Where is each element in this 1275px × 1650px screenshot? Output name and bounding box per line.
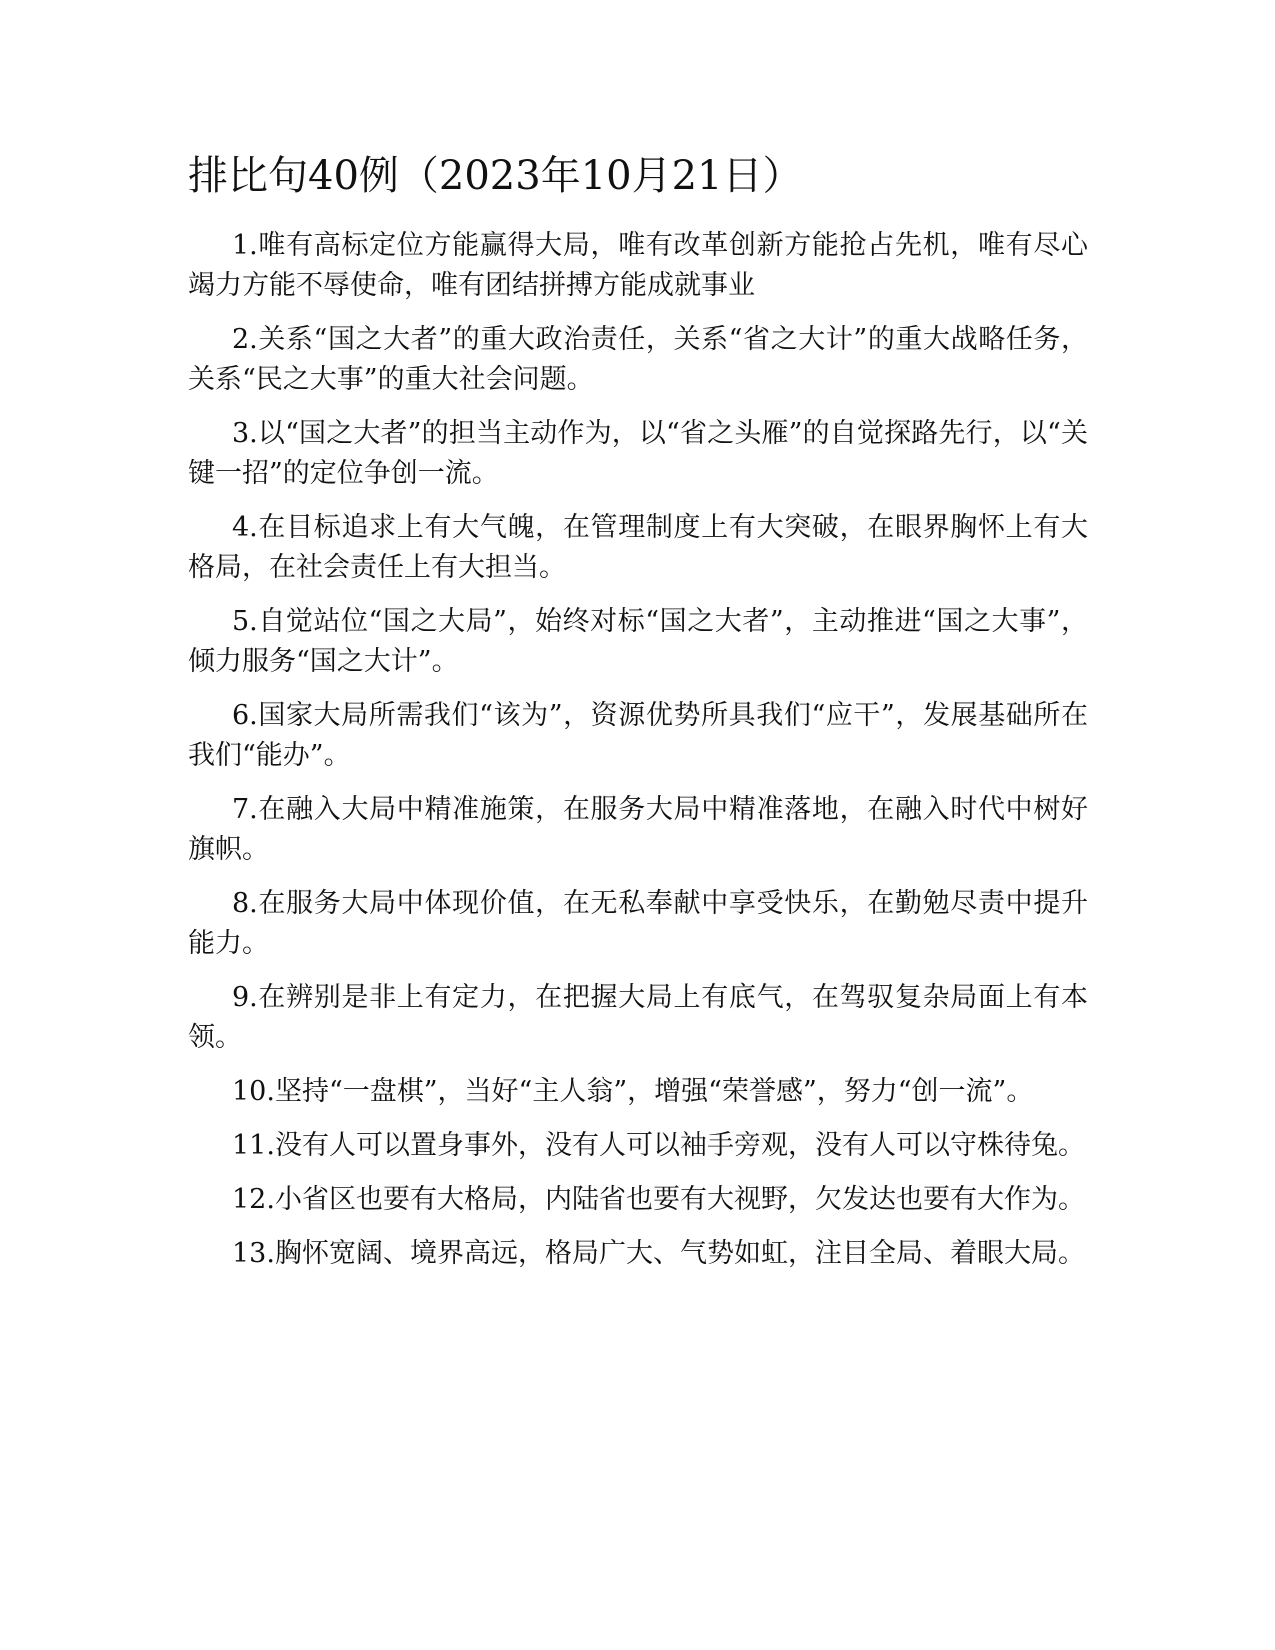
list-item-11: 11.没有人可以置身事外，没有人可以袖手旁观，没有人可以守株待兔。 — [232, 1130, 1085, 1161]
list-item-13: 13.胸怀宽阔、境界高远，格局广大、气势如虹，注目全局、着眼大局。 — [232, 1238, 1085, 1269]
list-item-6: 6.国家大局所需我们“该为”，资源优势所具我们“应干”，发展基础所在我们“能办”。 — [188, 700, 1088, 771]
list-item-12: 12.小省区也要有大格局，内陆省也要有大视野，欠发达也要有大作为。 — [232, 1184, 1085, 1215]
sentence-list — [188, 226, 1088, 1288]
list-item-4: 4.在目标追求上有大气魄，在管理制度上有大突破，在眼界胸怀上有大格局，在社会责任上有大担当。 — [188, 512, 1088, 583]
list-item-8: 8.在服务大局中体现价值，在无私奉献中享受快乐，在勤勉尽责中提升能力。 — [188, 888, 1088, 959]
document-title: 排比句40例（2023年10月21日） — [188, 153, 803, 199]
list-item-1: 1.唯有高标定位方能赢得大局，唯有改革创新方能抢占先机，唯有尽心竭力方能不辱使命，唯有团结拼搏方能成就事业 — [188, 230, 1088, 301]
list-item-7: 7.在融入大局中精准施策，在服务大局中精准落地，在融入时代中树好旗帜。 — [188, 794, 1088, 865]
list-item-5: 5.自觉站位“国之大局”，始终对标“国之大者”，主动推进“国之大事”，倾力服务“国之大计”。 — [188, 606, 1088, 677]
list-item-2: 2.关系“国之大者”的重大政治责任，关系“省之大计”的重大战略任务，关系“民之大事”的重大社会问题。 — [188, 324, 1088, 395]
list-item-3: 3.以“国之大者”的担当主动作为，以“省之头雁”的自觉探路先行，以“关键一招”的定位争创一流。 — [188, 418, 1088, 489]
list-item-10: 10.坚持“一盘棋”，当好“主人翁”，增强“荣誉感”，努力“创一流”。 — [232, 1076, 1034, 1107]
list-item-9: 9.在辨别是非上有定力，在把握大局上有底气，在驾驭复杂局面上有本领。 — [188, 982, 1088, 1053]
